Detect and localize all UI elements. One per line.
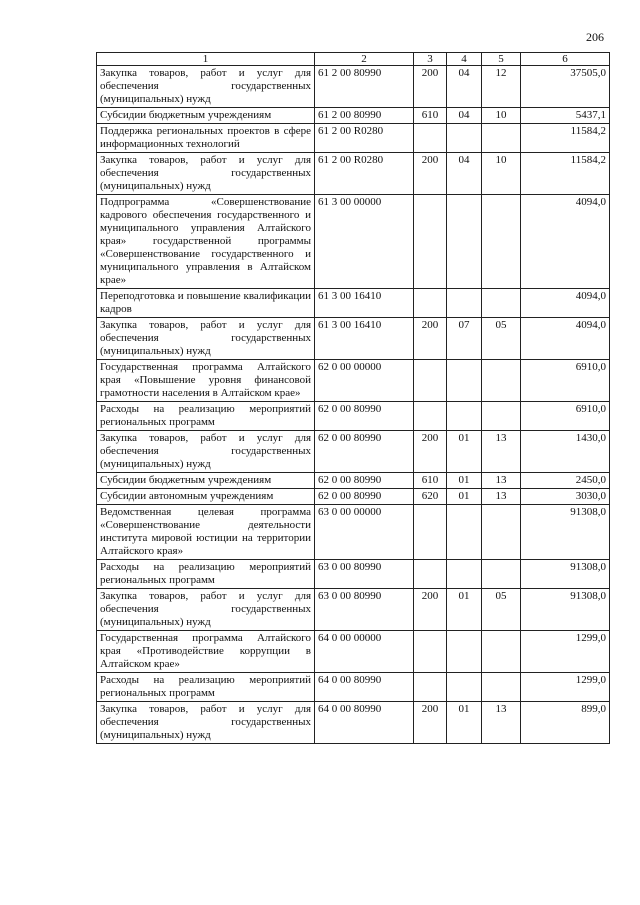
section-code-cell: 01 — [447, 489, 482, 505]
subsection-code-cell: 13 — [482, 431, 521, 473]
section-code-cell — [447, 124, 482, 153]
amount-cell: 6910,0 — [521, 402, 610, 431]
target-code-cell: 61 3 00 16410 — [315, 289, 414, 318]
subsection-code-cell — [482, 560, 521, 589]
section-code-cell: 01 — [447, 702, 482, 744]
target-code-cell: 61 3 00 16410 — [315, 318, 414, 360]
amount-cell: 11584,2 — [521, 153, 610, 195]
item-name-cell: Поддержка региональных проектов в сфере информационных технологий — [97, 124, 315, 153]
section-code-cell — [447, 289, 482, 318]
item-name-cell: Закупка товаров, работ и услуг для обеспечения государственных (муниципальных) нужд — [97, 318, 315, 360]
section-code-cell: 04 — [447, 108, 482, 124]
item-name-cell: Закупка товаров, работ и услуг для обеспечения государственных (муниципальных) нужд — [97, 153, 315, 195]
subsection-code-cell: 05 — [482, 589, 521, 631]
amount-cell: 4094,0 — [521, 289, 610, 318]
item-name-cell: Субсидии автономным учреждениям — [97, 489, 315, 505]
target-code-cell: 63 0 00 80990 — [315, 560, 414, 589]
table-row — [97, 673, 610, 702]
expense-type-cell — [414, 402, 447, 431]
expense-type-cell — [414, 360, 447, 402]
table-row — [97, 153, 610, 195]
section-code-cell: 01 — [447, 473, 482, 489]
target-code-cell: 61 2 00 80990 — [315, 108, 414, 124]
section-code-cell — [447, 195, 482, 289]
target-code-cell: 61 2 00 80990 — [315, 66, 414, 108]
expense-type-cell: 610 — [414, 473, 447, 489]
target-code-cell: 61 2 00 R0280 — [315, 153, 414, 195]
subsection-code-cell — [482, 505, 521, 560]
section-code-cell — [447, 360, 482, 402]
header-cell: 1 — [97, 53, 315, 66]
table-row — [97, 289, 610, 318]
subsection-code-cell — [482, 124, 521, 153]
target-code-cell: 62 0 00 80990 — [315, 489, 414, 505]
expense-type-cell: 200 — [414, 66, 447, 108]
header-cell: 2 — [315, 53, 414, 66]
header-cell: 6 — [521, 53, 610, 66]
table-row — [97, 66, 610, 108]
subsection-code-cell: 10 — [482, 108, 521, 124]
header-cell: 3 — [414, 53, 447, 66]
amount-cell: 37505,0 — [521, 66, 610, 108]
section-code-cell: 04 — [447, 66, 482, 108]
item-name-cell: Субсидии бюджетным учреждениям — [97, 108, 315, 124]
expense-type-cell: 200 — [414, 318, 447, 360]
table-row — [97, 360, 610, 402]
expense-type-cell — [414, 560, 447, 589]
table-row — [97, 318, 610, 360]
expense-type-cell — [414, 195, 447, 289]
expense-type-cell — [414, 289, 447, 318]
item-name-cell: Закупка товаров, работ и услуг для обеспечения государственных (муниципальных) нужд — [97, 431, 315, 473]
table-row — [97, 195, 610, 289]
amount-cell: 899,0 — [521, 702, 610, 744]
target-code-cell: 64 0 00 80990 — [315, 702, 414, 744]
amount-cell: 2450,0 — [521, 473, 610, 489]
table-row — [97, 473, 610, 489]
section-code-cell: 04 — [447, 153, 482, 195]
table-row — [97, 402, 610, 431]
expense-type-cell: 200 — [414, 431, 447, 473]
header-row — [97, 53, 610, 66]
subsection-code-cell: 10 — [482, 153, 521, 195]
amount-cell: 1430,0 — [521, 431, 610, 473]
amount-cell: 3030,0 — [521, 489, 610, 505]
expense-type-cell: 200 — [414, 702, 447, 744]
table-row — [97, 589, 610, 631]
section-code-cell — [447, 673, 482, 702]
table-row — [97, 631, 610, 673]
amount-cell: 1299,0 — [521, 673, 610, 702]
amount-cell: 4094,0 — [521, 318, 610, 360]
table-row — [97, 505, 610, 560]
target-code-cell: 61 3 00 00000 — [315, 195, 414, 289]
target-code-cell: 62 0 00 80990 — [315, 402, 414, 431]
amount-cell: 91308,0 — [521, 589, 610, 631]
target-code-cell: 62 0 00 80990 — [315, 431, 414, 473]
section-code-cell: 01 — [447, 589, 482, 631]
page-number: 206 — [586, 30, 604, 44]
section-code-cell — [447, 631, 482, 673]
expense-type-cell — [414, 631, 447, 673]
target-code-cell: 64 0 00 80990 — [315, 673, 414, 702]
expense-type-cell — [414, 124, 447, 153]
item-name-cell: Расходы на реализацию мероприятий региональных программ — [97, 560, 315, 589]
item-name-cell: Закупка товаров, работ и услуг для обеспечения государственных (муниципальных) нужд — [97, 589, 315, 631]
subsection-code-cell — [482, 402, 521, 431]
subsection-code-cell: 13 — [482, 489, 521, 505]
subsection-code-cell: 13 — [482, 702, 521, 744]
amount-cell: 5437,1 — [521, 108, 610, 124]
budget-table — [96, 52, 610, 744]
amount-cell: 1299,0 — [521, 631, 610, 673]
subsection-code-cell — [482, 195, 521, 289]
target-code-cell: 61 2 00 R0280 — [315, 124, 414, 153]
expense-type-cell: 610 — [414, 108, 447, 124]
expense-type-cell: 200 — [414, 153, 447, 195]
item-name-cell: Закупка товаров, работ и услуг для обеспечения государственных (муниципальных) нужд — [97, 702, 315, 744]
section-code-cell: 07 — [447, 318, 482, 360]
header-cell: 5 — [482, 53, 521, 66]
header-cell: 4 — [447, 53, 482, 66]
amount-cell: 91308,0 — [521, 505, 610, 560]
amount-cell: 11584,2 — [521, 124, 610, 153]
target-code-cell: 63 0 00 00000 — [315, 505, 414, 560]
amount-cell: 4094,0 — [521, 195, 610, 289]
subsection-code-cell — [482, 673, 521, 702]
subsection-code-cell — [482, 631, 521, 673]
item-name-cell: Переподготовка и повышение квалификации кадров — [97, 289, 315, 318]
target-code-cell: 63 0 00 80990 — [315, 589, 414, 631]
subsection-code-cell: 12 — [482, 66, 521, 108]
section-code-cell: 01 — [447, 431, 482, 473]
subsection-code-cell — [482, 289, 521, 318]
target-code-cell: 62 0 00 80990 — [315, 473, 414, 489]
expense-type-cell: 620 — [414, 489, 447, 505]
subsection-code-cell: 05 — [482, 318, 521, 360]
expense-type-cell — [414, 673, 447, 702]
table-row — [97, 560, 610, 589]
item-name-cell: Государственная программа Алтайского края «Противодействие коррупции в Алтайском крае» — [97, 631, 315, 673]
section-code-cell — [447, 560, 482, 589]
table-row — [97, 489, 610, 505]
subsection-code-cell: 13 — [482, 473, 521, 489]
amount-cell: 91308,0 — [521, 560, 610, 589]
item-name-cell: Ведомственная целевая программа «Совершенствование деятельности института мировой юстиции на территории Алтайского края» — [97, 505, 315, 560]
table-row — [97, 108, 610, 124]
section-code-cell — [447, 402, 482, 431]
item-name-cell: Государственная программа Алтайского края «Повышение уровня финансовой грамотности населения в Алтайском крае» — [97, 360, 315, 402]
table-row — [97, 702, 610, 744]
table-row — [97, 124, 610, 153]
item-name-cell: Субсидии бюджетным учреждениям — [97, 473, 315, 489]
expense-type-cell: 200 — [414, 589, 447, 631]
target-code-cell: 64 0 00 00000 — [315, 631, 414, 673]
section-code-cell — [447, 505, 482, 560]
item-name-cell: Закупка товаров, работ и услуг для обеспечения государственных (муниципальных) нужд — [97, 66, 315, 108]
subsection-code-cell — [482, 360, 521, 402]
item-name-cell: Подпрограмма «Совершенствование кадрового обеспечения государственного и муниципального управления Алтайского края» государственной программы «Совершенствование государственного и муниципального управления в Алтайском крае» — [97, 195, 315, 289]
table-row — [97, 431, 610, 473]
item-name-cell: Расходы на реализацию мероприятий региональных программ — [97, 402, 315, 431]
target-code-cell: 62 0 00 00000 — [315, 360, 414, 402]
expense-type-cell — [414, 505, 447, 560]
amount-cell: 6910,0 — [521, 360, 610, 402]
item-name-cell: Расходы на реализацию мероприятий региональных программ — [97, 673, 315, 702]
